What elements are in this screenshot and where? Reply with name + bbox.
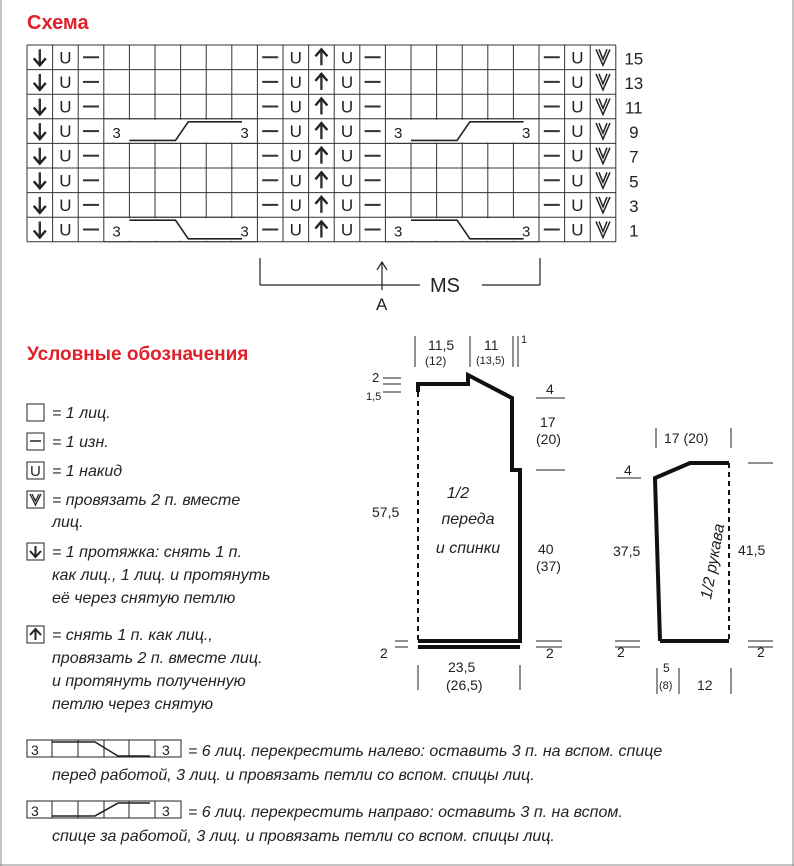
- row-number: 15: [624, 49, 644, 69]
- body-pattern-piece: [366, 334, 565, 693]
- yarn-over-symbol: U: [289, 195, 302, 215]
- k2tog-symbol: [596, 148, 610, 164]
- down-arrow-icon: [34, 49, 46, 65]
- svg-text:4: 4: [624, 462, 632, 478]
- yarn-over-symbol: U: [571, 122, 584, 142]
- svg-text:12: 12: [697, 677, 713, 693]
- svg-text:(8): (8): [659, 680, 673, 692]
- svg-text:57,5: 57,5: [372, 504, 400, 520]
- yarn-over-symbol: U: [59, 146, 72, 166]
- svg-text:3: 3: [31, 742, 39, 758]
- svg-text:(26,5): (26,5): [446, 677, 483, 693]
- svg-text:1: 1: [521, 334, 528, 346]
- yarn-over-symbol: U: [289, 171, 302, 191]
- yarn-over-symbol: U: [571, 97, 584, 117]
- yarn-over-symbol: U: [289, 97, 302, 117]
- up-arrow-icon: [315, 148, 327, 164]
- yarn-over-symbol: U: [59, 97, 72, 117]
- yarn-over-symbol: U: [289, 72, 302, 92]
- legend-yarn-over-glyph: U: [30, 463, 41, 480]
- yarn-over-symbol: U: [59, 48, 72, 68]
- svg-text:17 (20): 17 (20): [664, 430, 709, 446]
- yarn-over-symbol: U: [59, 195, 72, 215]
- svg-text:37,5: 37,5: [613, 543, 641, 559]
- cable-right-legend: [27, 801, 623, 845]
- yarn-over-symbol: U: [289, 146, 302, 166]
- k2tog-symbol: [596, 222, 610, 238]
- svg-text:(13,5): (13,5): [476, 355, 505, 367]
- down-arrow-icon: [34, 197, 46, 213]
- down-arrow-icon: [34, 123, 46, 139]
- up-arrow-icon: [315, 222, 327, 238]
- yarn-over-symbol: U: [289, 122, 302, 142]
- svg-text:17: 17: [540, 414, 556, 430]
- cable-left-text: = 6 лиц. перекрестить налево: оставить 3 п. на вспом. спице: [188, 743, 663, 760]
- legend-item-text: = провязать 2 п. вместе: [52, 492, 241, 509]
- legend: [27, 404, 270, 713]
- up-arrow-icon: [315, 123, 327, 139]
- yarn-over-symbol: U: [59, 171, 72, 191]
- svg-text:(12): (12): [425, 354, 447, 368]
- body-piece-label: 1/2: [446, 485, 470, 502]
- yarn-over-symbol: U: [289, 48, 302, 68]
- yarn-over-symbol: U: [340, 122, 354, 142]
- legend-item-text: лиц.: [52, 514, 84, 531]
- svg-text:11,5: 11,5: [428, 337, 455, 353]
- a-label: A: [376, 295, 388, 314]
- svg-text:(37): (37): [536, 558, 561, 574]
- yarn-over-symbol: U: [340, 48, 354, 68]
- ms-bracket: [260, 258, 540, 290]
- up-arrow-icon: [315, 172, 327, 188]
- cable-cross-symbol: [104, 217, 258, 242]
- yarn-over-symbol: U: [571, 72, 584, 92]
- up-arrow-icon: [315, 49, 327, 65]
- svg-text:5: 5: [663, 661, 670, 675]
- legend-item-text: = 1 лиц.: [52, 405, 111, 422]
- yarn-over-symbol: U: [571, 195, 584, 215]
- cable-left-legend: [27, 740, 662, 784]
- cable-count: 3: [522, 125, 531, 143]
- row-number: 3: [629, 196, 639, 216]
- svg-text:11: 11: [484, 337, 499, 353]
- yarn-over-symbol: U: [571, 220, 584, 240]
- legend-item-text: = 1 протяжка: снять 1 п.: [52, 544, 242, 561]
- k2tog-symbol: [596, 123, 610, 139]
- legend-title: Условные обозначения: [27, 344, 249, 365]
- knitting-chart-symbols: [34, 48, 610, 242]
- legend-item-text: петлю через снятую: [52, 696, 214, 713]
- yarn-over-symbol: U: [571, 146, 584, 166]
- svg-text:2: 2: [380, 645, 388, 661]
- yarn-over-symbol: U: [571, 48, 584, 68]
- k2tog-symbol: [596, 49, 610, 65]
- cable-count: 3: [240, 223, 249, 241]
- down-arrow-icon: [34, 172, 46, 188]
- sleeve-pattern-piece: [613, 428, 773, 694]
- yarn-over-symbol: U: [59, 220, 72, 240]
- yarn-over-symbol: U: [340, 171, 354, 191]
- svg-text:41,5: 41,5: [738, 542, 766, 558]
- legend-item-text: и протянуть полученную: [52, 673, 246, 690]
- svg-text:2: 2: [617, 644, 625, 660]
- yarn-over-symbol: U: [59, 72, 72, 92]
- svg-text:3: 3: [162, 803, 170, 819]
- row-number: 1: [629, 221, 639, 241]
- yarn-over-symbol: U: [340, 72, 354, 92]
- cable-right-text: спице за работой, 3 лиц. и провязать петли со вспом. спицы лиц.: [52, 828, 555, 845]
- svg-text:3: 3: [162, 742, 170, 758]
- cable-count: 3: [522, 223, 531, 241]
- cable-count: 3: [394, 125, 403, 143]
- down-arrow-icon: [34, 74, 46, 90]
- legend-item-text: провязать 2 п. вместе лиц.: [52, 650, 263, 667]
- down-arrow-icon: [34, 148, 46, 164]
- body-piece-label: и спинки: [435, 540, 501, 557]
- svg-text:(20): (20): [536, 431, 561, 447]
- yarn-over-symbol: U: [59, 122, 72, 142]
- row-number: 13: [624, 73, 644, 93]
- svg-text:1,5: 1,5: [366, 391, 382, 403]
- svg-text:40: 40: [538, 541, 554, 557]
- yarn-over-symbol: U: [340, 97, 354, 117]
- sleeve-piece-label: 1/2 рукава: [698, 522, 729, 601]
- k2tog-symbol: [596, 74, 610, 90]
- legend-knit-symbol: [27, 404, 44, 421]
- yarn-over-symbol: U: [571, 171, 584, 191]
- cable-count: 3: [112, 125, 121, 143]
- svg-text:2: 2: [372, 370, 380, 385]
- cable-cross-symbol: [104, 119, 258, 144]
- legend-item-text: её через снятую петлю: [52, 590, 236, 607]
- legend-item-text: как лиц., 1 лиц. и протянуть: [52, 567, 271, 584]
- k2tog-symbol: [596, 99, 610, 115]
- k2tog-symbol: [596, 197, 610, 213]
- svg-text:2: 2: [757, 644, 765, 660]
- up-arrow-icon: [315, 197, 327, 213]
- up-arrow-icon: [315, 74, 327, 90]
- legend-item-text: = 1 изн.: [52, 434, 109, 451]
- svg-text:2: 2: [546, 645, 554, 661]
- legend-item-text: = снять 1 п. как лиц.,: [52, 627, 213, 644]
- row-number: 9: [629, 123, 639, 143]
- cable-cross-symbol: [385, 217, 539, 242]
- cable-count: 3: [112, 223, 121, 241]
- cable-count: 3: [240, 125, 249, 143]
- cable-right-text: = 6 лиц. перекрестить направо: оставить 3 п. на вспом.: [188, 804, 623, 821]
- cable-cross-symbol: [385, 119, 539, 144]
- body-piece-label: переда: [441, 511, 495, 528]
- ms-label: MS: [430, 275, 460, 297]
- svg-text:3: 3: [31, 803, 39, 819]
- row-number: 11: [624, 98, 643, 118]
- up-arrow-icon: [315, 99, 327, 115]
- row-number: 7: [629, 147, 639, 167]
- k2tog-symbol: [596, 172, 610, 188]
- yarn-over-symbol: U: [340, 220, 354, 240]
- svg-text:23,5: 23,5: [448, 659, 476, 675]
- legend-item-text: = 1 накид: [52, 463, 123, 480]
- cable-count: 3: [394, 223, 403, 241]
- row-number: 5: [629, 172, 639, 192]
- down-arrow-icon: [34, 222, 46, 238]
- chart-title: Схема: [27, 12, 89, 34]
- cable-left-text: перед работой, 3 лиц. и провязать петли со вспом. спицы лиц.: [52, 767, 535, 784]
- down-arrow-icon: [34, 99, 46, 115]
- row-numbers: [624, 49, 643, 240]
- svg-text:4: 4: [546, 381, 554, 397]
- yarn-over-symbol: U: [340, 195, 354, 215]
- yarn-over-symbol: U: [289, 220, 302, 240]
- yarn-over-symbol: U: [340, 146, 354, 166]
